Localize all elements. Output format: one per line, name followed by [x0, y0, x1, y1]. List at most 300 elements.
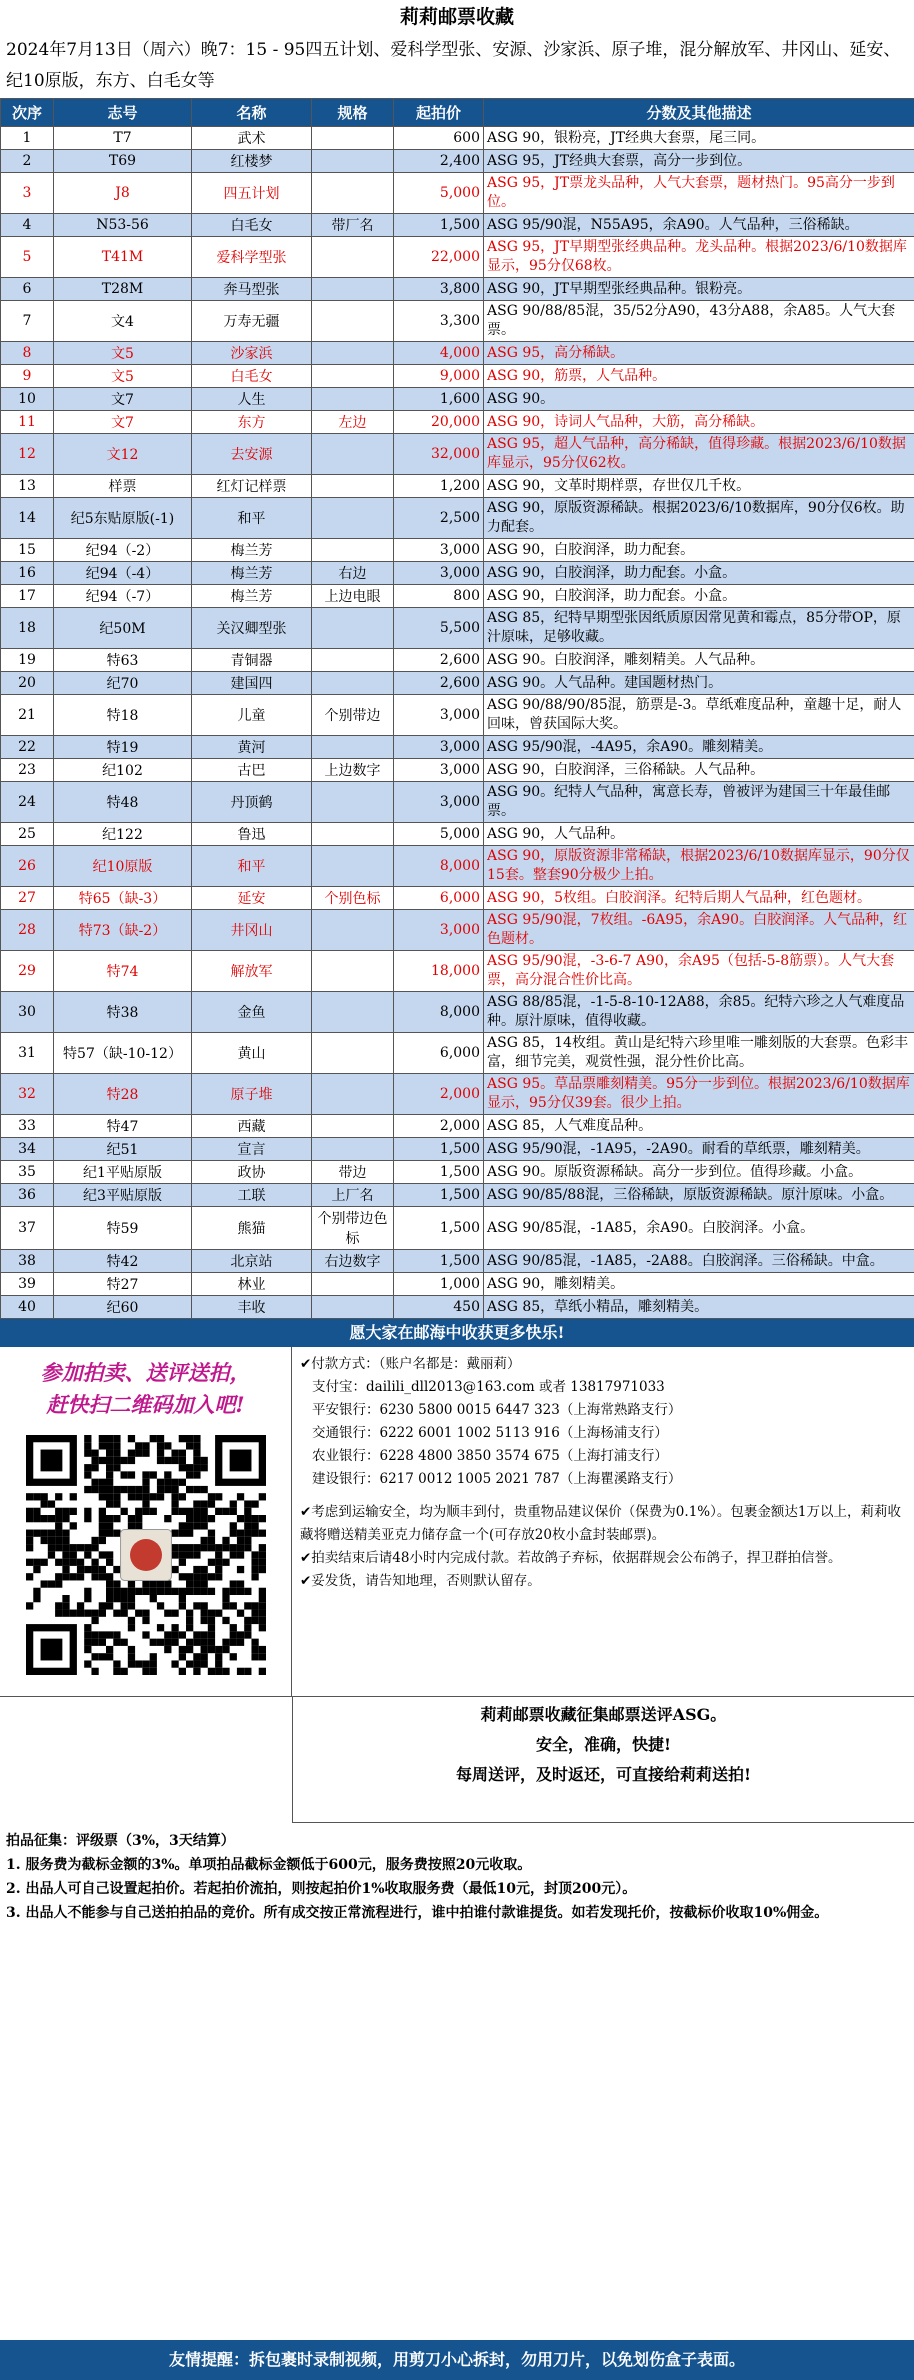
table-row	[1, 1273, 914, 1296]
lot-desc: ASG 95/90混，7枚组。-6A95，余A90。白胶润泽。人气品种，红色题材。	[484, 910, 914, 951]
lot-price: 8,000	[394, 846, 484, 887]
lot-name: 梅兰芳	[192, 539, 312, 562]
payment-title: ✔付款方式：（账户名都是：戴丽莉）	[300, 1356, 521, 1372]
lot-code: T41M	[54, 237, 192, 278]
lot-name: 儿童	[192, 695, 312, 736]
lot-price: 2,000	[394, 1115, 484, 1138]
lot-spec	[312, 1115, 394, 1138]
table-row	[1, 562, 914, 585]
lot-price: 3,000	[394, 539, 484, 562]
table-row	[1, 1184, 914, 1207]
lot-desc: ASG 85，纪特早期型张因纸质原因常见黄和霉点，85分带OP，原汁原味，足够收藏。	[484, 608, 914, 649]
lot-code: 特19	[54, 736, 192, 759]
join-text-2: 赶快扫二维码加入吧!	[46, 1392, 245, 1417]
lot-no: 18	[1, 608, 54, 649]
lot-price: 3,800	[394, 278, 484, 301]
lot-no: 26	[1, 846, 54, 887]
lot-code: J8	[54, 173, 192, 214]
table-row	[1, 365, 914, 388]
lot-price: 6,000	[394, 887, 484, 910]
lot-no: 20	[1, 672, 54, 695]
lot-code: T69	[54, 150, 192, 173]
lot-spec	[312, 910, 394, 951]
lot-spec: 左边	[312, 411, 394, 434]
lot-code: 特73（缺-2）	[54, 910, 192, 951]
table-row	[1, 342, 914, 365]
lot-no: 33	[1, 1115, 54, 1138]
lot-price: 3,000	[394, 736, 484, 759]
footer-reminder: 友情提醒：拆包裹时录制视频，用剪刀小心拆封，勿用刀片，以免划伤盒子表面。	[0, 2340, 914, 2380]
table-row	[1, 214, 914, 237]
lot-no: 1	[1, 127, 54, 150]
col-header-code: 志号	[54, 99, 192, 127]
lot-no: 28	[1, 910, 54, 951]
lot-price: 9,000	[394, 365, 484, 388]
lot-desc: ASG 85，草纸小精品，雕刻精美。	[484, 1296, 914, 1319]
lot-price: 3,000	[394, 782, 484, 823]
col-header-spec: 规格	[312, 99, 394, 127]
lot-price: 4,000	[394, 342, 484, 365]
lot-name: 红灯记样票	[192, 475, 312, 498]
lot-spec	[312, 992, 394, 1033]
table-row	[1, 910, 914, 951]
lot-spec	[312, 301, 394, 342]
lot-spec: 上边数字	[312, 759, 394, 782]
lot-code: 特74	[54, 951, 192, 992]
lot-desc: ASG 90，原版资源稀缺。根据2023/6/10数据库，90分仅6枚。助力配套。	[484, 498, 914, 539]
lot-name: 熊猫	[192, 1207, 312, 1250]
lot-no: 31	[1, 1033, 54, 1074]
lot-no: 35	[1, 1161, 54, 1184]
lot-spec	[312, 278, 394, 301]
lot-no: 13	[1, 475, 54, 498]
table-row	[1, 237, 914, 278]
lot-desc: ASG 90。白胶润泽，雕刻精美。人气品种。	[484, 649, 914, 672]
qr-column	[0, 1347, 292, 1696]
auction-subtitle: 2024年7月13日（周六）晚7：15 - 95四五计划、爱科学型张、安源、沙家浜、原子堆，混分解放军、井冈山、延安、纪10原版，东方、白毛女等	[6, 40, 901, 91]
lot-code: 纪102	[54, 759, 192, 782]
table-row	[1, 150, 914, 173]
lot-desc: ASG 90。	[484, 388, 914, 411]
table-row	[1, 846, 914, 887]
lot-price: 5,500	[394, 608, 484, 649]
qr-code[interactable]	[26, 1435, 266, 1675]
lot-spec	[312, 823, 394, 846]
lot-name: 丰收	[192, 1296, 312, 1319]
lot-no: 27	[1, 887, 54, 910]
lot-spec	[312, 736, 394, 759]
lot-code: 特65（缺-3）	[54, 887, 192, 910]
lot-desc: ASG 95/90混，-4A95，余A90。雕刻精美。	[484, 736, 914, 759]
table-row	[1, 1161, 914, 1184]
table-row	[1, 759, 914, 782]
lot-spec	[312, 1138, 394, 1161]
lot-name: 原子堆	[192, 1074, 312, 1115]
lot-code: 纪70	[54, 672, 192, 695]
lot-code: 文5	[54, 342, 192, 365]
lot-no: 24	[1, 782, 54, 823]
table-row	[1, 388, 914, 411]
lot-desc: ASG 90/85混，-1A85，余A90。白胶润泽。小盒。	[484, 1207, 914, 1250]
lot-desc: ASG 95。草品票雕刻精美。95分一步到位。根据2023/6/10数据库显示，95分仅39套。很少上拍。	[484, 1074, 914, 1115]
lot-spec	[312, 150, 394, 173]
lot-name: 红楼梦	[192, 150, 312, 173]
lot-code: T28M	[54, 278, 192, 301]
join-text-1: 参加拍卖、送评送拍，	[40, 1360, 251, 1385]
lot-no: 29	[1, 951, 54, 992]
table-row	[1, 992, 914, 1033]
table-row	[1, 1033, 914, 1074]
lot-code: 纪94（-4）	[54, 562, 192, 585]
lot-name: 建国四	[192, 672, 312, 695]
lot-no: 5	[1, 237, 54, 278]
col-header-desc: 分数及其他描述	[484, 99, 914, 127]
lot-price: 1,500	[394, 1138, 484, 1161]
lot-name: 去安源	[192, 434, 312, 475]
lot-desc: ASG 90，原版资源非常稀缺，根据2023/6/10数据库显示，90分仅15套。整套90分极少上拍。	[484, 846, 914, 887]
lot-no: 22	[1, 736, 54, 759]
table-row	[1, 539, 914, 562]
lot-price: 600	[394, 127, 484, 150]
lot-name: 人生	[192, 388, 312, 411]
lot-name: 白毛女	[192, 214, 312, 237]
lot-spec	[312, 539, 394, 562]
delivery-note: ✔妥发货，请告知地理，否则默认留存。	[300, 1573, 541, 1589]
lot-no: 39	[1, 1273, 54, 1296]
lot-spec	[312, 649, 394, 672]
rule-item: 2. 出品人可自己设置起拍价。若起拍价流拍，则按起拍价1%收取服务费（最低10元，封顶200元）。	[6, 1881, 637, 1897]
lot-no: 9	[1, 365, 54, 388]
lot-price: 1,200	[394, 475, 484, 498]
table-row	[1, 695, 914, 736]
payment-deadline-note: ✔拍卖结束后请48小时内完成付款。若故鸽子弃标，依据群规会公布鸽子，捍卫群拍信誉。	[300, 1550, 842, 1566]
table-row	[1, 649, 914, 672]
lot-no: 23	[1, 759, 54, 782]
consignment-rules	[0, 1823, 914, 1931]
lot-desc: ASG 90/88/90/85混，筋票是-3。草纸难度品种，童趣十足，耐人回味，曾获国际大奖。	[484, 695, 914, 736]
table-row	[1, 301, 914, 342]
lot-no: 16	[1, 562, 54, 585]
col-header-name: 名称	[192, 99, 312, 127]
lot-price: 5,000	[394, 173, 484, 214]
lot-price: 18,000	[394, 951, 484, 992]
lot-desc: ASG 90/85混，-1A85，-2A88。白胶润泽。三俗稀缺。中盒。	[484, 1250, 914, 1273]
lot-name: 爱科学型张	[192, 237, 312, 278]
lot-code: 纪94（-2）	[54, 539, 192, 562]
table-header-row	[1, 99, 914, 127]
lot-spec	[312, 237, 394, 278]
table-row	[1, 1115, 914, 1138]
lot-price: 1,500	[394, 1207, 484, 1250]
alipay-line: 支付宝：dailili_dll2013@163.com 或者 13817971033	[312, 1379, 665, 1395]
lot-desc: ASG 90。原版资源稀缺。高分一步到位。值得珍藏。小盒。	[484, 1161, 914, 1184]
lot-no: 21	[1, 695, 54, 736]
lot-spec	[312, 498, 394, 539]
lot-no: 3	[1, 173, 54, 214]
table-row	[1, 823, 914, 846]
lot-price: 2,400	[394, 150, 484, 173]
lot-code: 文7	[54, 411, 192, 434]
lot-spec: 个别带边	[312, 695, 394, 736]
lot-price: 3,000	[394, 759, 484, 782]
lot-name: 金鱼	[192, 992, 312, 1033]
lot-name: 林业	[192, 1273, 312, 1296]
lot-no: 7	[1, 301, 54, 342]
lots-table	[0, 98, 914, 1319]
lot-name: 奔马型张	[192, 278, 312, 301]
lot-spec	[312, 388, 394, 411]
lot-name: 梅兰芳	[192, 585, 312, 608]
lot-desc: ASG 88/85混，-1-5-8-10-12A88，余85。纪特六珍之人气难度品种。原汁原味，值得收藏。	[484, 992, 914, 1033]
lot-name: 武术	[192, 127, 312, 150]
lot-spec	[312, 608, 394, 649]
table-row	[1, 1250, 914, 1273]
lot-name: 东方	[192, 411, 312, 434]
lot-no: 40	[1, 1296, 54, 1319]
lot-spec: 个别带边色标	[312, 1207, 394, 1250]
bank-line: 交通银行：6222 6001 1002 5113 916（上海杨浦支行）	[312, 1425, 668, 1441]
bank-line: 农业银行：6228 4800 3850 3574 675（上海打浦支行）	[312, 1448, 668, 1464]
lot-name: 工联	[192, 1184, 312, 1207]
lot-no: 12	[1, 434, 54, 475]
lot-code: 纪50M	[54, 608, 192, 649]
lot-spec	[312, 342, 394, 365]
col-header-price: 起拍价	[394, 99, 484, 127]
lot-spec	[312, 127, 394, 150]
lot-code: T7	[54, 127, 192, 150]
lot-code: 特47	[54, 1115, 192, 1138]
bank-line: 平安银行：6230 5800 0015 6447 323（上海常熟路支行）	[312, 1402, 682, 1418]
lot-spec	[312, 672, 394, 695]
table-row	[1, 411, 914, 434]
lot-no: 10	[1, 388, 54, 411]
table-row	[1, 475, 914, 498]
shipping-note: ✔考虑到运输安全，均为顺丰到付，贵重物品建议保价（保费为0.1%）。包裹金额达1万以上，莉莉收藏将赠送精美亚克力储存盒一个(可存放20枚小盒封装邮票)。	[300, 1504, 901, 1543]
lot-no: 36	[1, 1184, 54, 1207]
bank-line: 建设银行：6217 0012 1005 2021 787（上海瞿溪路支行）	[312, 1471, 682, 1487]
table-row	[1, 434, 914, 475]
lot-price: 2,500	[394, 498, 484, 539]
lot-code: N53-56	[54, 214, 192, 237]
lot-desc: ASG 85，人气难度品种。	[484, 1115, 914, 1138]
col-header-no: 次序	[1, 99, 54, 127]
lot-desc: ASG 95/90混，-3-6-7 A90，余A95（包括-5-8筋票）。人气大套票，高分混合性价比高。	[484, 951, 914, 992]
lot-name: 古巴	[192, 759, 312, 782]
lot-spec	[312, 846, 394, 887]
payment-info	[292, 1347, 914, 1696]
lot-code: 特38	[54, 992, 192, 1033]
lot-no: 30	[1, 992, 54, 1033]
lot-price: 450	[394, 1296, 484, 1319]
motto-line-3: 每周送评，及时返还，可直接给莉莉送拍!	[455, 1765, 752, 1784]
lot-desc: ASG 90，白胶润泽，助力配套。	[484, 539, 914, 562]
lot-spec	[312, 1296, 394, 1319]
lot-desc: ASG 90，文革时期样票，存世仅几千枚。	[484, 475, 914, 498]
lot-no: 11	[1, 411, 54, 434]
table-row	[1, 585, 914, 608]
rules-title: 拍品征集：评级票（3%，3天结算）	[6, 1833, 235, 1849]
lot-price: 3,000	[394, 562, 484, 585]
lot-code: 特28	[54, 1074, 192, 1115]
lot-price: 2,600	[394, 649, 484, 672]
lot-no: 8	[1, 342, 54, 365]
lot-no: 19	[1, 649, 54, 672]
lot-price: 1,500	[394, 1184, 484, 1207]
table-row	[1, 1207, 914, 1250]
lot-code: 特59	[54, 1207, 192, 1250]
lot-code: 纪10原版	[54, 846, 192, 887]
lot-desc: ASG 95，超人气品种，高分稀缺，值得珍藏。根据2023/6/10数据库显示，95分仅62枚。	[484, 434, 914, 475]
lot-spec: 带边	[312, 1161, 394, 1184]
qr-code-graphic	[26, 1435, 266, 1675]
lot-spec	[312, 782, 394, 823]
lot-name: 宣言	[192, 1138, 312, 1161]
table-row	[1, 498, 914, 539]
lot-code: 样票	[54, 475, 192, 498]
lot-code: 纪94（-7）	[54, 585, 192, 608]
lot-spec: 右边	[312, 562, 394, 585]
lot-name: 和平	[192, 498, 312, 539]
lot-spec	[312, 475, 394, 498]
lot-desc: ASG 90，JT早期型张经典品种。银粉亮。	[484, 278, 914, 301]
table-row	[1, 173, 914, 214]
lot-code: 纪51	[54, 1138, 192, 1161]
lot-code: 纪3平贴原版	[54, 1184, 192, 1207]
lot-desc: ASG 95，JT票龙头品种，人气大套票，题材热门。95高分一步到位。	[484, 173, 914, 214]
lot-name: 北京站	[192, 1250, 312, 1273]
lot-desc: ASG 90，诗词人气品种，大筋，高分稀缺。	[484, 411, 914, 434]
lot-code: 纪5东贴原版(-1)	[54, 498, 192, 539]
lot-no: 15	[1, 539, 54, 562]
lot-price: 3,000	[394, 910, 484, 951]
table-row	[1, 672, 914, 695]
lot-desc: ASG 90/85/88混，三俗稀缺，原版资源稀缺。原汁原味。小盒。	[484, 1184, 914, 1207]
lot-desc: ASG 90。纪特人气品种，寓意长寿，曾被评为建国三十年最佳邮票。	[484, 782, 914, 823]
lot-code: 纪1平贴原版	[54, 1161, 192, 1184]
lot-price: 1,500	[394, 1161, 484, 1184]
lot-price: 2,600	[394, 672, 484, 695]
lot-spec	[312, 173, 394, 214]
lot-spec	[312, 951, 394, 992]
lot-desc: ASG 85，14枚组。黄山是纪特六珍里唯一雕刻版的大套票。色彩丰富，细节完美，观赏性强，混分性价比高。	[484, 1033, 914, 1074]
lot-desc: ASG 90，白胶润泽，三俗稀缺。人气品种。	[484, 759, 914, 782]
lot-name: 解放军	[192, 951, 312, 992]
lot-no: 14	[1, 498, 54, 539]
lot-name: 白毛女	[192, 365, 312, 388]
lot-price: 20,000	[394, 411, 484, 434]
lot-desc: ASG 90，人气品种。	[484, 823, 914, 846]
lot-code: 文5	[54, 365, 192, 388]
table-row	[1, 1138, 914, 1161]
lot-desc: ASG 95，高分稀缺。	[484, 342, 914, 365]
lot-desc: ASG 90，5枚组。白胶润泽。纪特后期人气品种，红色题材。	[484, 887, 914, 910]
lot-spec	[312, 434, 394, 475]
lot-price: 1,500	[394, 214, 484, 237]
lot-code: 特42	[54, 1250, 192, 1273]
lot-desc: ASG 95，JT经典大套票，高分一步到位。	[484, 150, 914, 173]
lot-code: 特18	[54, 695, 192, 736]
lot-code: 文12	[54, 434, 192, 475]
lot-desc: ASG 95，JT早期型张经典品种。龙头品种。根据2023/6/10数据库显示，95分仅68枚。	[484, 237, 914, 278]
table-row	[1, 951, 914, 992]
lot-code: 文4	[54, 301, 192, 342]
lot-price: 1,500	[394, 1250, 484, 1273]
lot-no: 34	[1, 1138, 54, 1161]
lot-price: 5,000	[394, 823, 484, 846]
lot-code: 文7	[54, 388, 192, 411]
lot-spec	[312, 1074, 394, 1115]
lot-spec: 上厂名	[312, 1184, 394, 1207]
lot-spec	[312, 1273, 394, 1296]
lot-price: 6,000	[394, 1033, 484, 1074]
lot-spec: 带厂名	[312, 214, 394, 237]
table-row	[1, 1296, 914, 1319]
lot-desc: ASG 95/90混，N55A95，余A90。人气品种，三俗稀缺。	[484, 214, 914, 237]
lot-name: 青铜器	[192, 649, 312, 672]
table-row	[1, 278, 914, 301]
contact-section	[0, 1347, 914, 1697]
lot-price: 1,000	[394, 1273, 484, 1296]
table-row	[1, 608, 914, 649]
lot-price: 3,300	[394, 301, 484, 342]
lot-spec: 右边数字	[312, 1250, 394, 1273]
table-row	[1, 1074, 914, 1115]
table-row	[1, 127, 914, 150]
lot-desc: ASG 90，银粉亮，JT经典大套票，尾三同。	[484, 127, 914, 150]
lot-no: 6	[1, 278, 54, 301]
lots-body	[1, 127, 914, 1319]
motto-line-1: 莉莉邮票收藏征集邮票送评ASG。	[480, 1705, 727, 1724]
lot-desc: ASG 90，筋票，人气品种。	[484, 365, 914, 388]
lot-code: 纪60	[54, 1296, 192, 1319]
lot-spec	[312, 1033, 394, 1074]
page-title: 莉莉邮票收藏	[399, 6, 514, 28]
lot-name: 和平	[192, 846, 312, 887]
lot-price: 3,000	[394, 695, 484, 736]
lot-no: 17	[1, 585, 54, 608]
rule-item: 3. 出品人不能参与自己送拍拍品的竞价。所有成交按正常流程进行，谁中拍谁付款谁提货。如若发现托价，按截标价收取10%佣金。	[6, 1905, 829, 1921]
lot-spec: 个别色标	[312, 887, 394, 910]
lot-price: 32,000	[394, 434, 484, 475]
lot-code: 特63	[54, 649, 192, 672]
lot-name: 关汉卿型张	[192, 608, 312, 649]
lot-code: 特27	[54, 1273, 192, 1296]
lot-name: 黄河	[192, 736, 312, 759]
lot-price: 800	[394, 585, 484, 608]
lot-no: 4	[1, 214, 54, 237]
lot-name: 沙家浜	[192, 342, 312, 365]
lot-code: 纪122	[54, 823, 192, 846]
lot-desc: ASG 90/88/85混，35/52分A90，43分A88，余A85。人气大套票。	[484, 301, 914, 342]
lot-name: 四五计划	[192, 173, 312, 214]
banner: 愿大家在邮海中收获更多快乐!	[0, 1319, 914, 1347]
lot-spec	[312, 365, 394, 388]
lot-name: 黄山	[192, 1033, 312, 1074]
lot-desc: ASG 90，雕刻精美。	[484, 1273, 914, 1296]
motto-line-2: 安全，准确，快捷!	[535, 1735, 672, 1754]
lot-price: 2,000	[394, 1074, 484, 1115]
lot-desc: ASG 90，白胶润泽，助力配套。小盒。	[484, 562, 914, 585]
lot-name: 鲁迅	[192, 823, 312, 846]
lot-no: 32	[1, 1074, 54, 1115]
lot-no: 38	[1, 1250, 54, 1273]
lot-code: 特48	[54, 782, 192, 823]
lot-desc: ASG 90。人气品种。建国题材热门。	[484, 672, 914, 695]
lot-name: 丹顶鹤	[192, 782, 312, 823]
table-row	[1, 782, 914, 823]
lot-price: 22,000	[394, 237, 484, 278]
lot-name: 延安	[192, 887, 312, 910]
